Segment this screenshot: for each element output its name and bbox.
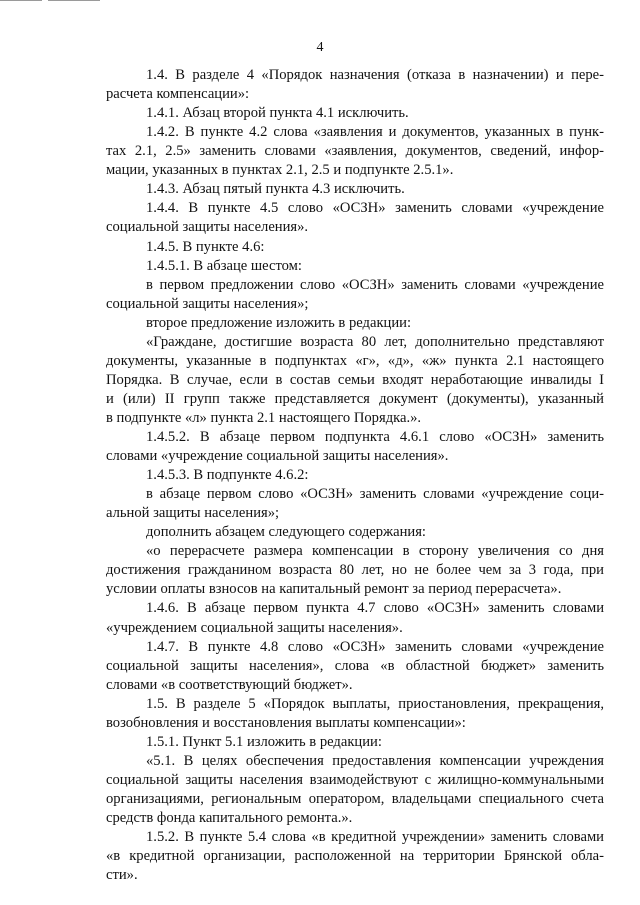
text-line: дополнить абзацем следующего содержания: — [146, 524, 426, 541]
text-line: социальной защиты населения взаимодействуют с жилищно-коммунальными — [106, 771, 604, 788]
text-line: в абзаце первом слово «ОСЗН» заменить словами «учреждение соци- — [146, 486, 604, 503]
text-line: 1.4.1. Абзац второй пункта 4.1 исключить. — [146, 105, 409, 122]
text-line: «в кредитной организации, расположенной на территории Брянской обла- — [106, 848, 604, 865]
page-number: 4 — [316, 40, 324, 55]
text-line: социальной защиты населения». — [106, 219, 309, 236]
text-line: 1.4.4. В пункте 4.5 слово «ОСЗН» заменить словами «учреждение — [146, 200, 604, 217]
text-line: возобновления и восстановления выплаты компенсации»: — [106, 714, 466, 731]
text-line: расчета компенсации»: — [106, 86, 250, 102]
text-line: 1.4.7. В пункте 4.8 слово «ОСЗН» заменить словами «учреждение — [146, 638, 604, 655]
text-line: «Граждане, достигшие возраста 80 лет, дополнительно представляют — [146, 333, 604, 350]
text-line: альной защиты населения»; — [106, 505, 280, 522]
text-line: сти». — [106, 867, 138, 884]
text-line: и (или) II групп также представляется документ (документы), указанный — [106, 390, 604, 407]
text-line: словами «в соответствующий бюджет». — [106, 676, 353, 693]
text-line: организациями, региональным оператором, владельцами специального счета — [106, 790, 604, 807]
text-line: в подпункте «л» пункта 2.1 настоящего Порядка.». — [106, 409, 422, 426]
text-line: достижения гражданином возраста 80 лет, но не более чем за 3 года, при — [106, 562, 604, 579]
text-line: 1.4.2. В пункте 4.2 слова «заявления и документов, указанных в пунк- — [146, 124, 604, 141]
text-line: 1.5.1. Пункт 5.1 изложить в редакции: — [146, 733, 382, 750]
text-line: условии оплаты взносов на капитальный ремонт за период перерасчета». — [106, 581, 562, 598]
text-line: второе предложение изложить в редакции: — [146, 314, 412, 331]
text-line: словами «учреждение социальной защиты населения». — [106, 448, 449, 464]
text-line: средств фонда капитального ремонта.». — [106, 810, 353, 826]
text-line: социальной защиты населения»; — [106, 295, 309, 312]
text-line: тах 2.1, 2.5» заменить словами «заявления, документов, сведений, инфор- — [106, 143, 604, 160]
text-line: «учреждением социальной защиты населения». — [106, 619, 403, 636]
text-line: 1.5. В разделе 5 «Порядок выплаты, приостановления, прекращения, — [146, 695, 604, 712]
text-line: 1.4.6. В абзаце первом пункта 4.7 слово «ОСЗН» заменить словами — [146, 600, 604, 617]
text-line: Порядка. В случае, если в состав семьи входят неработающие инвалиды I — [106, 371, 604, 388]
text-line: документы, указанные в подпунктах «г», «д», «ж» пункта 2.1 настоящего — [106, 352, 604, 369]
text-line: мации, указанных в пунктах 2.1, 2.5 и подпункте 2.5.1». — [106, 162, 454, 179]
text-line: «о перерасчете размера компенсации в сторону увеличения со дня — [146, 543, 604, 560]
text-line: социальной защиты населения», слова «в областной бюджет» заменить — [106, 657, 604, 674]
text-line: 1.4.5.3. В подпункте 4.6.2: — [146, 467, 309, 484]
scan-mark-right — [48, 0, 100, 1]
scan-mark-left — [0, 0, 42, 1]
text-line: в первом предложении слово «ОСЗН» заменить словами «учреждение — [146, 276, 604, 293]
text-line: 1.4. В разделе 4 «Порядок назначения (отказа в назначении) и пере- — [146, 67, 604, 83]
text-line: 1.5.2. В пункте 5.4 слова «в кредитной учреждении» заменить словами — [146, 829, 604, 845]
text-line: 1.4.5. В пункте 4.6: — [146, 238, 265, 255]
text-line: 1.4.3. Абзац пятый пункта 4.3 исключить. — [146, 181, 405, 198]
text-line: «5.1. В целях обеспечения предоставления компенсации учреждения — [146, 752, 604, 769]
text-line: 1.4.5.1. В абзаце шестом: — [146, 257, 302, 274]
text-line: 1.4.5.2. В абзаце первом подпункта 4.6.1 слово «ОСЗН» заменить — [146, 428, 604, 445]
